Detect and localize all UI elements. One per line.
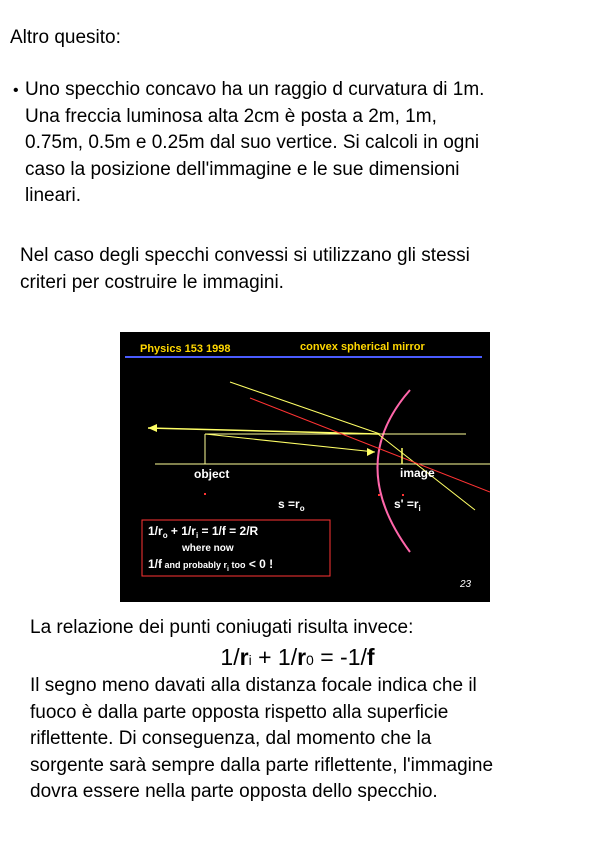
slide-image	[120, 332, 490, 602]
object-point	[204, 493, 206, 495]
explanation-paragraph	[30, 673, 493, 806]
text-line: riflettente. Di conseguenza, dal momento che la	[30, 728, 432, 749]
bullet-marker: •	[13, 82, 19, 99]
text-line: sorgente sarà sempre dalla parte riflettente, l'immagine	[30, 754, 494, 776]
image-point	[402, 494, 404, 496]
text-line: Una freccia luminosa alta 2cm è posta a 2m, 1m,	[25, 105, 437, 127]
text-line: 0.75m, 0.5m e 0.25m dal suo vertice. Si calcoli in ogni	[25, 132, 480, 153]
box-line-1: $1/r_o + 1/r_i = 1/f = 2/R$	[148, 524, 259, 540]
text-line: criteri per costruire le immagini.	[20, 271, 284, 293]
object-distance-label: $s =r_o$	[278, 497, 305, 513]
text-line: caso la posizione dell'immagine e le sue dimensioni	[25, 158, 460, 180]
convex-mirror-paragraph	[20, 243, 470, 296]
slide-course: Physics 153 1998	[140, 343, 231, 355]
conjugate-points-intro: La relazione dei punti coniugati risulta invece:	[30, 617, 414, 638]
exercise-text	[25, 77, 484, 210]
slide-page-number: 23	[460, 579, 472, 590]
text-line: fuoco è dalla parte opposta rispetto alla superficie	[30, 701, 449, 723]
box-line-2: where now	[182, 543, 234, 554]
image-label: image	[400, 466, 435, 480]
text-line: Il segno meno davati alla distanza focale indica che il	[30, 675, 477, 696]
slide-title: convex spherical mirror	[300, 341, 425, 353]
text-line: Nel caso degli specchi convessi si utilizzano gli stessi	[20, 245, 470, 266]
object-label: object	[194, 467, 230, 481]
text-line: lineari.	[25, 185, 81, 206]
box-line-3: 1/f and probably $r_i$ $^{too}$ < 0 !	[148, 557, 274, 573]
text-line: dovra essere nella parte opposta dello specchio.	[30, 781, 438, 802]
heading: Altro quesito:	[10, 27, 121, 48]
mirror-equation: 1/ri + 1/r0 = -1/f	[220, 644, 375, 670]
vertex-point	[378, 494, 380, 496]
image-distance-label: $s' =r_i$	[394, 497, 421, 513]
text-line: Uno specchio concavo ha un raggio d curvatura di 1m.	[25, 79, 485, 100]
